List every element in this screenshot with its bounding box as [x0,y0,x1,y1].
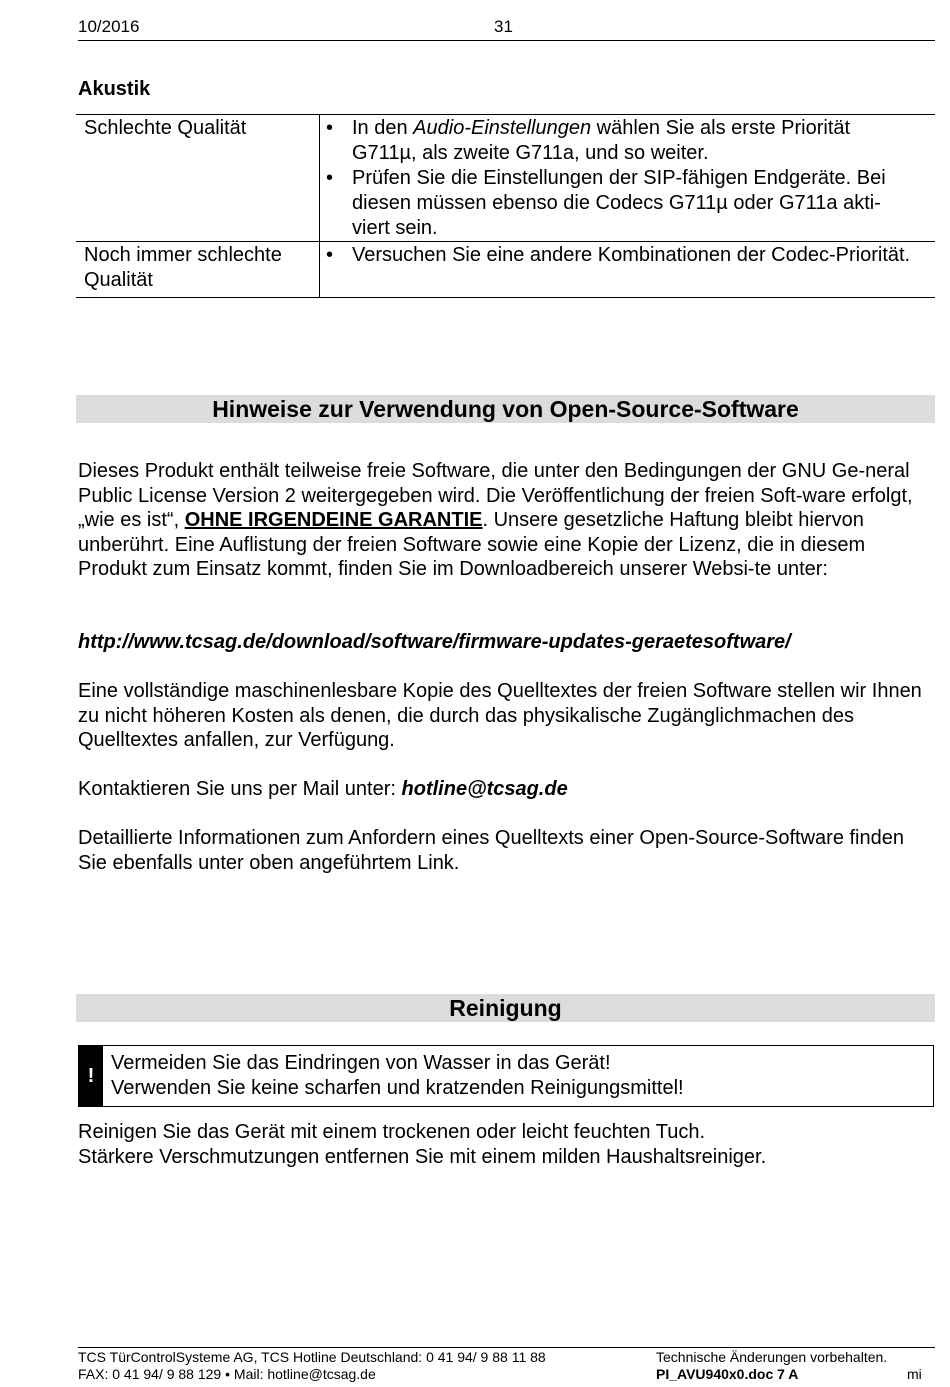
no-warranty-text: OHNE IRGENDEINE GARANTIE [184,509,483,531]
warning-box [78,1045,934,1107]
warning-line: Verwenden Sie keine scharfen und kratzenden Reinigungsmittel! [111,1077,684,1099]
download-url-link[interactable]: http://www.tcsag.de/download/software/firmware-updates-geraetesoftware/ [78,631,791,653]
solution-cell [320,242,936,298]
header-date: 10/2016 [78,17,140,36]
problem-cell: Noch immer schlechte Qualität [76,242,320,298]
cleaning-instructions [78,1120,938,1169]
opensource-paragraph-4: Detaillierte Informationen zum Anfordern eines Quelltexts einer Open-Source-Software finden Sie ebenfalls unter oben angeführtem Link. [78,827,904,874]
page-footer [78,1347,935,1382]
warning-text [111,1051,684,1101]
opensource-paragraph-2: Eine vollständige maschinenlesbare Kopie des Quelltextes der freien Software stellen wir Ihnen zu nicht höheren Kosten als denen, die durch das physikalische Zugänglichmachen des Quelltextes anfallen, zur Verfügung. [78,680,922,751]
akustik-troubleshooting-table [76,114,935,298]
solution-bullet: • Versuchen Sie eine andere Kombinationen der Codec-Priorität. [320,243,915,268]
solution-bullet: • In den Audio-Einstellungen wählen Sie als erste Priorität G711µ, als zweite G711a, und so weiter. [320,116,915,166]
problem-cell: Schlechte Qualität [76,115,320,242]
cleaning-line: Reinigen Sie das Gerät mit einem trockenen oder leicht feuchten Tuch. [78,1121,706,1143]
akustik-heading: Akustik [78,78,151,100]
footer-company-info: TCS TürControlSysteme AG, TCS Hotline Deutschland: 0 41 94/ 9 88 11 88 FAX: 0 41 94/ 9 88 129 • Mail: hotline@tcsag.de [78,1349,546,1382]
table-row [76,242,935,298]
hotline-email-link[interactable]: hotline@tcsag.de [401,778,568,800]
audio-settings-term: Audio-Einstellungen [413,117,592,139]
footer-initials: mi [907,1366,922,1382]
page-number: 31 [494,17,513,36]
contact-paragraph: Kontaktieren Sie uns per Mail unter: hotline@tcsag.de [78,778,568,800]
table-row [76,115,935,242]
page-header [78,14,935,41]
opensource-paragraph-1: Dieses Produkt enthält teilweise freie Software, die unter den Bedingungen der GNU Ge-neral Public License Version 2 weitergegeben wird. Die Veröffentlichung der freien Soft-ware erfolgt, „wie es ist“, OHNE IRGENDEINE GARANTIE. Unsere gesetzliche Haftung bleibt hiervon unberührt. Eine Auflistung der freien Software sowie eine Kopie der Lizenz, die in diesem Produkt zum Einsatz kommt, finden Sie im Downloadbereich unserer Websi-te unter: [78,460,913,580]
solution-cell [320,115,936,242]
solution-bullet: • Prüfen Sie die Einstellungen der SIP-fähigen Endgeräte. Bei diesen müssen ebenso die Codecs G711µ oder G711a akti-viert sein. [320,166,915,241]
opensource-section-heading: Hinweise zur Verwendung von Open-Source-Software [76,395,935,423]
cleaning-line: Stärkere Verschmutzungen entfernen Sie mit einem milden Haushaltsreiniger. [78,1145,767,1168]
warning-line: Vermeiden Sie das Eindringen von Wasser in das Gerät! [111,1052,611,1074]
exclamation-icon: ! [79,1046,103,1106]
reinigung-section-heading: Reinigung [76,994,935,1022]
footer-doc-info: Technische Änderungen vorbehalten. PI_AVU940x0.doc 7 A [656,1349,888,1382]
